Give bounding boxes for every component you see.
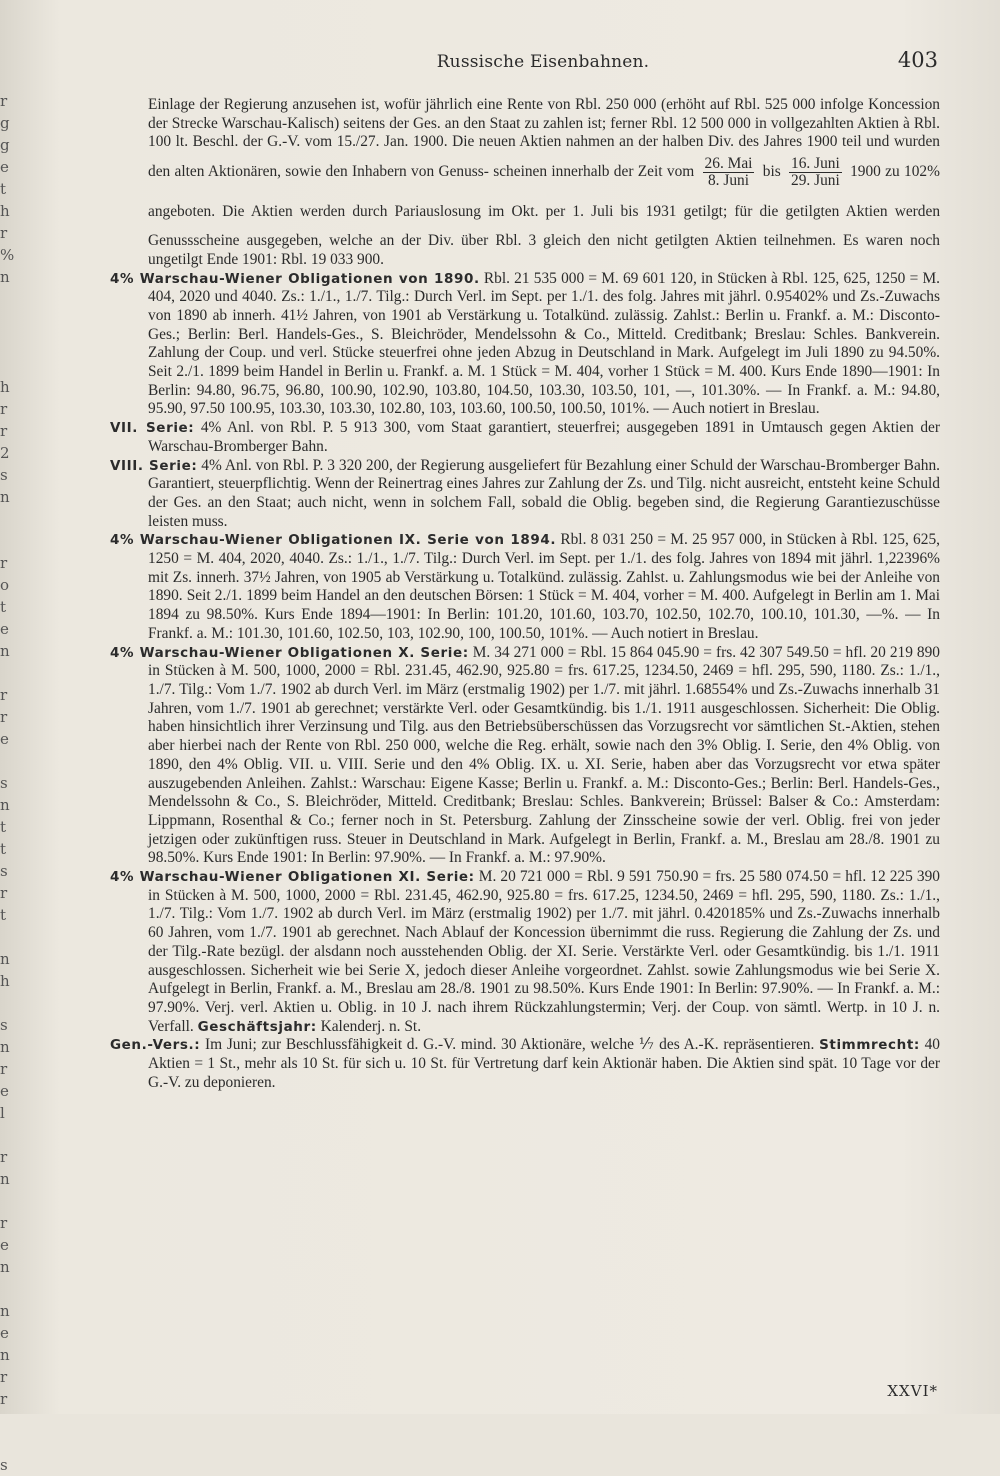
- gutter-glyph: e: [0, 730, 9, 748]
- paragraph-obligations-1890: [110, 270, 940, 420]
- gutter-glyph: o: [0, 576, 10, 594]
- gutter-glyph: t: [0, 906, 7, 924]
- gutter-glyph: n: [0, 488, 10, 506]
- gutter-glyph: r: [0, 884, 8, 902]
- gutter-glyph: [0, 1278, 14, 1300]
- gutter-glyph: [0, 530, 14, 552]
- gutter-glyph: r: [0, 1214, 8, 1232]
- paragraph-text: Rbl. 21 535 000 = M. 69 601 120, in Stücken à Rbl. 125, 625, 1250 = M. 404, 2020 und 4040. Zs.: 1./1., 1./7. Tilg.: Durch Verl. im Sept. per 1./1. des folg. Jahres mit jährl. 0.95402% und Zs.-Zuwachs von 1890 ab innerh. 41½ Jahren, von 1901 ab Verstärkung u. Totalkünd. zulässig. Zahlst.: Berlin u. Frankf. a. M.: Disconto-Ges.; Berlin: Berl. Handels-Ges., S. Bleichröder, Mendelssohn & Co., Mitteld. Creditbank; Breslau: Schles. Bankverein. Zahlung der Coup. und verl. Stücke steuerfrei ohne jeden Abzug in Deutschland in Mark. Aufgelegt im Juli 1890 zu 94.50%. Seit 2./1. 1899 beim Handel in Berlin u. Frankf. a. M. 1 Stück = M. 404, vorher 1 Stück = M. 400. Kurs Ende 1890—1901: In Berlin: 94.80, 96.75, 96.80, 100.90, 102.90, 103.80, 104.50, 103.30, 103.50, 101, —, 101.30%. — In Frankf. a. M.: 94.80, 95.90, 97.50 100.95, 103.30, 103.30, 102.80, 103, 103.60, 100.50, 100.50, 101%. — Auch notiert in Breslau.: [148, 269, 941, 418]
- gutter-glyph: [0, 1432, 14, 1454]
- gutter-glyph: [0, 354, 14, 376]
- inline-heading-stimmrecht: Stimmrecht:: [819, 1037, 920, 1054]
- gutter-glyph: g: [0, 136, 10, 154]
- gutter-glyph: [0, 1124, 14, 1146]
- paragraph-text: Einlage der Regierung anzusehen ist, wofür jährlich eine Rente von Rbl. 250 000 (erhöht auf Rbl. 525 000 infolge Koncession der Strecke Warschau-Kalisch) seitens der Ges. an den Staat zu zahlen ist; ferner Rbl. 12 500 000 in vollgezahlten Aktien à Rbl. 100 lt. Beschl. der G.-V. vom 15./27. Jan. 1900. Die neuen Aktien nahmen an der halben Div. des Jahres 1900 teil und wurden den alten Aktionären, sowie den Inhabern von Genuss-: [148, 96, 940, 181]
- gutter-glyph: [0, 310, 14, 332]
- section-heading: 4% Warschau-Wiener Obligationen X. Serie:: [110, 644, 469, 661]
- section-heading: Gen.-Vers.:: [110, 1037, 201, 1054]
- paragraph-text: 4% Anl. von Rbl. P. 5 913 300, vom Staat garantiert, steuerfrei; ausgegeben 1891 in Umtausch gegen Aktien der Warschau-Bromberger Bahn.: [148, 419, 940, 455]
- gutter-glyph: h: [0, 972, 10, 990]
- gutter-glyph: n: [0, 1346, 10, 1364]
- gutter-glyph: h: [0, 378, 10, 396]
- gutter-glyph: n: [0, 1258, 10, 1276]
- adjacent-page-margin: [0, 90, 14, 1476]
- gutter-glyph: t: [0, 818, 7, 836]
- paragraph-serie-xi: [110, 868, 940, 1036]
- gutter-glyph: [0, 288, 14, 310]
- date-fraction-start: [703, 156, 755, 189]
- page-header: [148, 48, 938, 78]
- fraction-numerator: 16. Juni: [791, 155, 840, 173]
- paragraph-text: M. 20 721 000 = Rbl. 9 591 750.90 = frs. 25 580 074.50 = hfl. 12 225 390 in Stücken à M. 500, 1000, 2000 = Rbl. 231.45, 462.90, 925.80 = frs. 617.25, 1234.50, 2469 = hfl. 295, 590, 1180. Zs.: 1./1., 1./7. Tilg.: Vom 1./7. 1902 ab durch Verl. im März (erstmalig 1902) per 1./7. mit jährl. 0.420185% und Zs.-Zuwachs innerhalb 60 Jahren, vom 1./7. 1901 ab gerechnet. Nach Ablauf der Koncession übernimmt die russ. Regierung die Zahlung der Zs. und der Tilg.-Rate bezügl. der alsdann noch ausstehenden Oblig. der XI. Serie. Verstärkte Verl. oder Gesamtkündig. bis 1./1. 1911 ausgeschlossen. Sicherheit wie bei Serie X, jedoch dieser Anleihe vorgeordnet. Zahlst. sowie Zahlungsmodus wie bei Serie X. Aufgelegt in Berlin, Frankf. a. M., Breslau am 28./8. 1901 zu 98.50%. Kurs Ende 1901: In Berlin: 97.90%. — In Frankf. a. M.: 97.90%. Verj. verl. Aktien u. Oblig. in 10 J. nach ihrem Rückzahlungstermin; Verj. der Coup. von sämtl. Wertp. in 10 J. n. Verfall.: [148, 868, 940, 1035]
- paragraph-text: scheinen innerhalb der Zeit vom: [493, 163, 695, 181]
- paragraph-text: 1900 zu 102% angeboten. Die: [148, 163, 940, 221]
- gutter-glyph: r: [0, 1148, 8, 1166]
- gutter-glyph: e: [0, 1324, 9, 1342]
- page-title: Russische Eisenbahnen.: [436, 52, 650, 72]
- inline-heading-geschaeftsjahr: Geschäftsjahr:: [197, 1018, 317, 1035]
- paragraph-text: Rbl. 8 031 250 = M. 25 957 000, in Stücken à Rbl. 125, 625, 1250 = M. 404, 2020, 4040. Zs.: 1./1., 1./7. Tilg.: Durch Verl. im Sept. per 1./1. des folg. Jahres von 1894 mit jährl. 1,22396% mit Zs. innerh. 37½ Jahren, von 1905 ab Verstärkung u. Totalkünd. zulässig. Zahlst. u. Zahlungsmodus wie bei der Anleihe von 1890. Seit 2./1. 1899 beim Handel an den deutschen Börsen: 1 Stück = M. 404, vorher = M. 400. Aufgelegt in Berlin am 1. Mai 1894 zu 98.50%. Kurs Ende 1894—1901: In Berlin: 101.20, 101.60, 103.70, 102.50, 102.70, 100.10, 101.30, —%. — In Frankf. a. M.: 101.30, 101.60, 102.50, 103, 102.90, 100, 100.50, 101%. — Auch notiert in Breslau.: [148, 531, 940, 642]
- section-heading: 4% Warschau-Wiener Obligationen von 1890.: [110, 270, 480, 287]
- paragraph-text: Im Juni; zur Beschlussfähigkeit d. G.-V. mind. 30 Aktionäre, welche ⅐ des A.-K. repräsentieren.: [200, 1036, 820, 1054]
- gutter-glyph: t: [0, 180, 7, 198]
- fraction-numerator: 26. Mai: [704, 155, 753, 173]
- gutter-glyph: l: [0, 1104, 5, 1122]
- paragraph-text: 4% Anl. von Rbl. P. 3 320 200, der Regierung ausgeliefert für Bezahlung einer Schuld der Warschau-Bromberger Bahn. Garantiert, steuerpflichtig. Wenn der Reinertrag eines Jahres zur Zahlung der Zs. und Tilg. nicht ausreicht, entsteht keine Schuld der Ges. an den Staat; auch nicht, wenn in solchem Fall, sobald die Oblig. begeben sind, die Regierung Garantiezuschüsse leisten muss.: [148, 456, 941, 530]
- date-fraction-end: [789, 156, 842, 189]
- gutter-glyph: r: [0, 1368, 8, 1386]
- gutter-glyph: n: [0, 1038, 10, 1056]
- paragraph-serie-ix: [110, 531, 940, 643]
- gutter-glyph: [0, 332, 14, 354]
- gutter-glyph: s: [0, 774, 8, 792]
- gutter-glyph: [0, 508, 14, 530]
- gutter-glyph: r: [0, 686, 8, 704]
- gutter-glyph: r: [0, 1390, 8, 1408]
- gutter-glyph: r: [0, 1060, 8, 1078]
- gutter-glyph: h: [0, 202, 10, 220]
- paragraph-general-meeting: [110, 1036, 940, 1092]
- gutter-glyph: n: [0, 268, 10, 286]
- gutter-glyph: [0, 992, 14, 1014]
- gutter-glyph: r: [0, 422, 8, 440]
- gutter-glyph: t: [0, 598, 7, 616]
- gutter-glyph: %: [0, 246, 15, 264]
- page-body: [110, 96, 940, 1092]
- gutter-glyph: [0, 926, 14, 948]
- paragraph-serie-vii: [110, 419, 940, 456]
- gutter-glyph: [0, 1190, 14, 1212]
- fraction-denominator: 29. Juni: [791, 172, 840, 190]
- gutter-glyph: [0, 662, 14, 684]
- gutter-glyph: r: [0, 400, 8, 418]
- gutter-glyph: n: [0, 1170, 10, 1188]
- paragraph-text: Aktien werden durch Pariauslosung im Okt. per 1. Juli bis 1931 getilgt; für die getilgten Aktien werden Genussscheine ausgegeben, welche an der Div. über Rbl. 3 gleich den nicht getilgten Aktien teilnehmen. Es waren noch ungetilgt Ende 1901: Rbl. 19 033 900.: [148, 203, 941, 268]
- gutter-glyph: r: [0, 708, 8, 726]
- gutter-glyph: g: [0, 114, 10, 132]
- gutter-glyph: n: [0, 796, 10, 814]
- gutter-glyph: 2: [0, 444, 10, 462]
- gutter-glyph: [0, 1410, 14, 1432]
- gutter-glyph: n: [0, 1302, 10, 1320]
- paragraph-capital-intro: [110, 96, 940, 270]
- gutter-glyph: s: [0, 466, 8, 484]
- section-heading: VII. Serie:: [110, 420, 195, 437]
- gutter-glyph: s: [0, 1456, 8, 1474]
- paragraph-text: M. 34 271 000 = Rbl. 15 864 045.90 = frs. 42 307 549.50 = hfl. 20 219 890 in Stücken à M. 500, 1000, 2000 = Rbl. 231.45, 462.90, 925.80 = frs. 617.25, 1234.50, 2469 = hfl. 295, 590, 1180. Zs.: 1./1., 1./7. Tilg.: Vom 1./7. 1902 ab durch Verl. im März (erstmalig 1902) per 1./7. mit jährl. 1.68554% und Zs.-Zuwachs innerhalb 31 Jahren, vom 1./7. 1901 ab gerechnet; verstärkte Verl. oder Gesamtkündig. bis 1./1. 1911 ausgeschlossen. Sicherheit: Die Oblig. haben hinsichtlich ihrer Verzinsung und Tilg. aus den Betriebsüberschüssen das Vorzugsrecht vor sämtlichen St.-Aktien, stehen aber hierbei nach der Rente von Rbl. 250 000, welche die Reg. erhält, sowie nach den 3% Oblig. I. Serie, den 4% Oblig. von 1890, den 4% Oblig. VII. u. VIII. Serie und den 4% Oblig. IX. u. XI. Serie, haben aber das Vorzugsrecht vor etwa später auszugebenden Anleihen. Zahlst.: Warschau: Eigene Kasse; Berlin u. Frankf. a. M.: Disconto-Ges.; Berlin: Berl. Handels-Ges., Mendelssohn & Co., S. Bleichröder, Mitteld. Creditbank; Breslau: Schles. Bankverein; Brüssel: Balser & Co.: Amsterdam: Lippmann, Rosenthal & Co.; ferner noch in St. Petersburg. Zahlung der Zinsscheine sowie der verl. Oblig. frei von jeder jetzigen oder zukünftigen russ. Steuer in Deutschland in Mark. Aufgelegt in Berlin, Frankf. a. M., Breslau am 28./8. 1901 zu 98.50%. Kurs Ende 1901: In Berlin: 97.90%. — In Frankf. a. M.: 97.90%.: [148, 643, 940, 867]
- gutter-glyph: r: [0, 554, 8, 572]
- gutter-glyph: s: [0, 862, 8, 880]
- gutter-glyph: e: [0, 1082, 9, 1100]
- gutter-glyph: n: [0, 950, 10, 968]
- paragraph-serie-viii: [110, 457, 940, 532]
- paragraph-serie-x: [110, 644, 940, 868]
- gutter-glyph: [0, 750, 14, 772]
- gutter-glyph: t: [0, 840, 7, 858]
- paragraph-text: 40 Aktien = 1 St., mehr als 10 St. für sich u. 10 St. für Vertretung darf kein Aktionär haben. Die Aktien sind spät. 10 Tage vor der G.-V. zu deponieren.: [148, 1036, 940, 1091]
- section-heading: 4% Warschau-Wiener Obligationen XI. Serie:: [110, 869, 475, 886]
- paragraph-text: bis: [762, 163, 781, 181]
- section-heading: VIII. Serie:: [110, 457, 198, 474]
- page-number: 403: [897, 48, 938, 72]
- gutter-glyph: s: [0, 1016, 8, 1034]
- paragraph-text: Kalenderj. n. St.: [316, 1017, 422, 1035]
- fraction-denominator: 8. Juni: [707, 172, 750, 190]
- gutter-glyph: e: [0, 620, 9, 638]
- gutter-glyph: e: [0, 1236, 9, 1254]
- gutter-glyph: r: [0, 224, 8, 242]
- section-heading: 4% Warschau-Wiener Obligationen IX. Serie von 1894.: [110, 532, 557, 549]
- gutter-glyph: e: [0, 158, 9, 176]
- gutter-glyph: r: [0, 92, 8, 110]
- signature-mark: XXVI*: [887, 1382, 938, 1400]
- gutter-glyph: n: [0, 642, 10, 660]
